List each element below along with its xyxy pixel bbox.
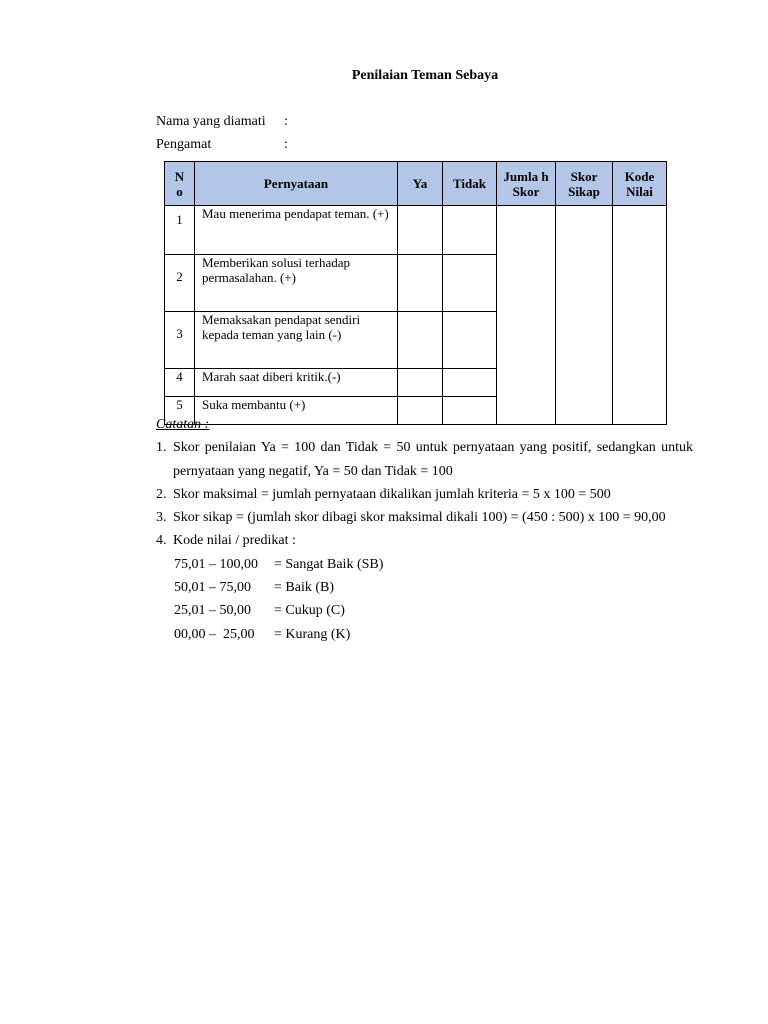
grade-row [156, 599, 693, 622]
note-number: 4. [156, 533, 167, 549]
observed-name-separator: : [284, 114, 288, 129]
yes-cell[interactable] [398, 369, 443, 397]
note-item [156, 483, 693, 506]
notes-section [156, 413, 693, 646]
header-total-score: Jumla h Skor [497, 162, 556, 206]
note-text: Skor maksimal = jumlah pernyataan dikalikan jumlah kriteria = 5 x 100 = 500 [173, 486, 611, 502]
grade-range: 50,01 – 75,00 [174, 580, 251, 596]
note-number: 1. [156, 440, 167, 456]
grade-row [156, 553, 693, 576]
grade-code-cell[interactable] [613, 206, 667, 425]
note-item [156, 436, 693, 483]
grade-label: = Kurang (K) [274, 626, 351, 642]
yes-cell[interactable] [398, 255, 443, 312]
yes-cell[interactable] [398, 312, 443, 369]
header-no: N o [165, 162, 195, 206]
header-attitude-score: Skor Sikap [556, 162, 613, 206]
note-text: Skor sikap = (jumlah skor dibagi skor maksimal dikali 100) = (450 : 500) x 100 = 90,00 [173, 510, 666, 526]
row-number: 1 [165, 206, 195, 255]
note-number: 2. [156, 486, 167, 502]
no-answer-cell[interactable] [443, 369, 497, 397]
header-statement: Pernyataan [195, 162, 398, 206]
row-statement: Marah saat diberi kritik.(-) [195, 369, 398, 397]
observer-line [156, 137, 288, 153]
grade-row [156, 623, 693, 646]
row-number: 2 [165, 255, 195, 312]
grade-label: = Baik (B) [274, 580, 334, 596]
no-answer-cell[interactable] [443, 206, 497, 255]
row-statement: Memberikan solusi terhadap permasalahan. (+) [195, 255, 398, 312]
yes-cell[interactable] [398, 206, 443, 255]
notes-heading: Catatan : [156, 417, 210, 432]
no-answer-cell[interactable] [443, 255, 497, 312]
header-no-answer: Tidak [443, 162, 497, 206]
header-grade-code: Kode Nilai [613, 162, 667, 206]
table-row [165, 206, 667, 255]
observer-label: Pengamat [156, 137, 212, 152]
grade-range: 00,00 – 25,00 [174, 626, 255, 642]
grade-range: 75,01 – 100,00 [174, 556, 258, 572]
header-yes: Ya [398, 162, 443, 206]
row-number: 4 [165, 369, 195, 397]
row-statement: Suka membantu (+) [195, 397, 398, 425]
observed-name-label: Nama yang diamati [156, 114, 266, 129]
observer-separator: : [284, 137, 288, 152]
note-text: Skor penilaian Ya = 100 dan Tidak = 50 untuk pernyataan yang positif, sedangkan untuk pernyataan yang negatif, Ya = 50 dan Tidak = 100 [173, 440, 693, 479]
grade-label: = Sangat Baik (SB) [274, 556, 384, 572]
document-title: Penilaian Teman Sebaya [351, 68, 499, 83]
row-statement: Mau menerima pendapat teman. (+) [195, 206, 398, 255]
grade-range: 25,01 – 50,00 [174, 603, 251, 619]
attitude-score-cell[interactable] [556, 206, 613, 425]
table-header-row [165, 162, 667, 206]
note-number: 3. [156, 510, 167, 526]
note-item [156, 506, 693, 529]
row-number: 3 [165, 312, 195, 369]
grade-label: = Cukup (C) [274, 603, 345, 619]
total-score-cell[interactable] [497, 206, 556, 425]
assessment-table [164, 161, 667, 425]
row-statement: Memaksakan pendapat sendiri kepada teman yang lain (-) [195, 312, 398, 369]
row-number: 5 [165, 397, 195, 425]
note-text: Kode nilai / predikat : [173, 533, 296, 549]
note-item [156, 529, 693, 552]
no-answer-cell[interactable] [443, 312, 497, 369]
observed-name-line [156, 114, 288, 130]
grade-row [156, 576, 693, 599]
